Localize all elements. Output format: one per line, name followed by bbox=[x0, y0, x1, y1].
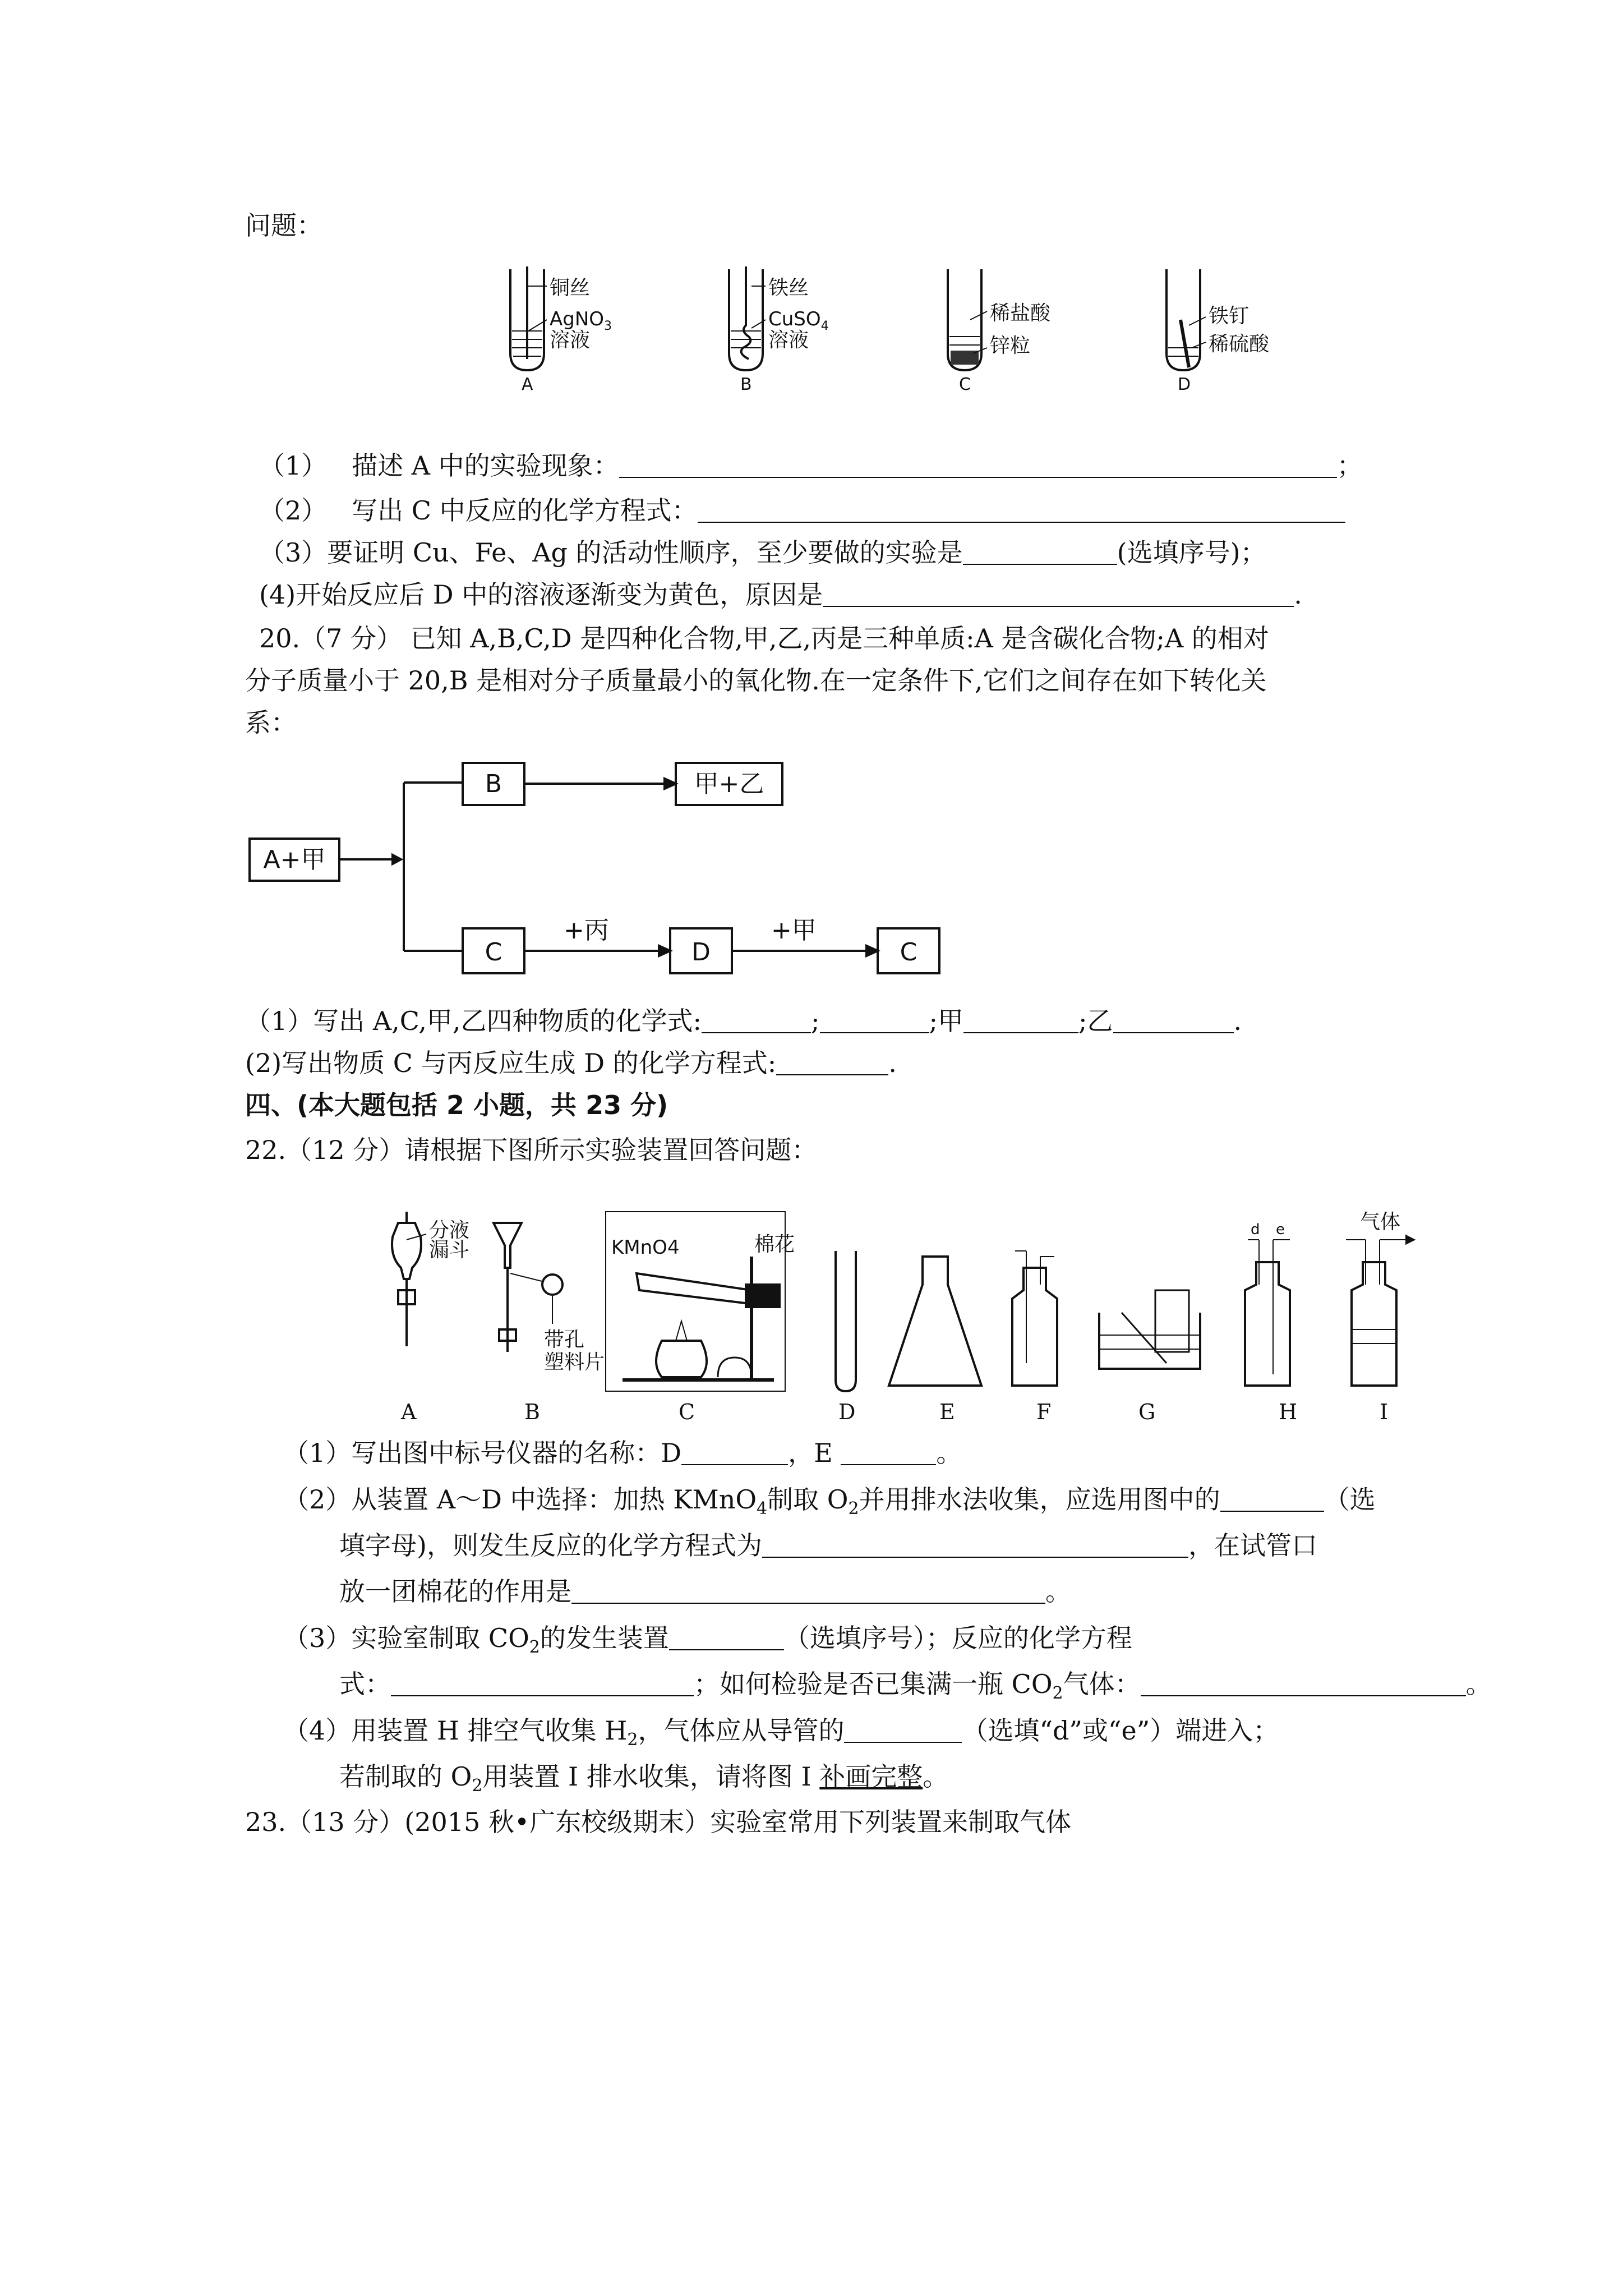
tube-a-label-2: AgNO bbox=[550, 308, 605, 330]
intro-text: 问题： bbox=[245, 210, 322, 241]
q22-blank-tube-end[interactable] bbox=[844, 1716, 962, 1743]
q23-title: 23.（13 分）(2015 秋•广东校级期末）实验室常用下列装置来制取气体 bbox=[245, 1807, 1072, 1837]
label-funnel-2: 漏斗 bbox=[429, 1239, 470, 1262]
q19-part4: (4)开始反应后 D 中的溶液逐渐变为黄色，原因是 . bbox=[259, 579, 1302, 610]
tube-b-label-1: 铁丝 bbox=[768, 277, 809, 300]
q22-blank-e[interactable] bbox=[841, 1438, 936, 1465]
tube-a-letter: A bbox=[522, 375, 533, 393]
flow-b-label: B bbox=[485, 770, 502, 798]
tube-b-label-3: 溶液 bbox=[768, 329, 809, 352]
q19-part3: （3）要证明 Cu、Fe、Ag 的活动性顺序，至少要做的实验是 (选填序号)； bbox=[259, 537, 1266, 568]
apparatus-letter-e: E bbox=[939, 1400, 955, 1424]
label-e: e bbox=[1276, 1221, 1285, 1238]
apparatus-letter-h: H bbox=[1279, 1400, 1298, 1424]
apparatus-f bbox=[1012, 1251, 1057, 1386]
q19-part4-blank[interactable] bbox=[823, 580, 1294, 607]
tube-d-label-2: 稀硫酸 bbox=[1209, 333, 1270, 356]
flow-d-label: D bbox=[691, 938, 711, 967]
label-funnel-1: 分液 bbox=[429, 1219, 470, 1242]
apparatus-letter-c: C bbox=[679, 1400, 695, 1424]
label-gas: 气体 bbox=[1360, 1211, 1401, 1234]
tube-a-label-2-sub: 3 bbox=[604, 319, 612, 333]
q22-part2-line3: 放一团棉花的作用是 。 bbox=[339, 1576, 1071, 1607]
tube-a-label-3: 溶液 bbox=[550, 329, 591, 352]
apparatus-letter-a: A bbox=[401, 1400, 417, 1424]
q22-blank-cotton[interactable] bbox=[571, 1577, 1045, 1604]
apparatus-h bbox=[1245, 1240, 1290, 1386]
tube-c-label-1: 稀盐酸 bbox=[990, 302, 1051, 325]
q22-blank-equation[interactable] bbox=[762, 1531, 1188, 1558]
q20-sub2: (2)写出物质 C 与丙反应生成 D 的化学方程式: . bbox=[245, 1048, 897, 1078]
flow-arrow2-label: +甲 bbox=[771, 916, 817, 945]
q20-flow-diagram bbox=[241, 752, 970, 999]
q22-title: 22.（12 分）请根据下图所示实验装置回答问题： bbox=[245, 1135, 818, 1165]
q22-part1: （1）写出图中标号仪器的名称：D ，E 。 bbox=[283, 1438, 962, 1468]
q22-part4-line1: （4）用装置 H 排空气收集 $H_2$，气体应从导管的 （选填“d”或“e”）端进入； bbox=[283, 1715, 1279, 1750]
tube-b-letter: B bbox=[740, 375, 752, 393]
flow-c-label: C bbox=[485, 938, 502, 967]
flow-top-end-label: 甲+乙 bbox=[694, 770, 764, 798]
apparatus-letter-i: I bbox=[1380, 1400, 1389, 1424]
q22-part4-line2: 若制取的 $O_2$用装置 I 排水收集，请将图 I 补画完整。 bbox=[339, 1761, 949, 1796]
tube-c-label-2: 锌粒 bbox=[990, 334, 1031, 357]
test-tube-figure bbox=[494, 264, 1318, 393]
q20-line2: 分子质量小于 20,B 是相对分子质量最小的氧化物.在一定条件下,它们之间存在如下转化关 bbox=[245, 665, 1267, 696]
q20-blank-jia[interactable] bbox=[963, 1006, 1078, 1033]
q22-blank-co2-test[interactable] bbox=[1141, 1669, 1466, 1696]
q22-blank-d[interactable] bbox=[681, 1438, 788, 1465]
q22-blank-co2-apparatus[interactable] bbox=[669, 1623, 784, 1650]
apparatus-letter-b: B bbox=[524, 1400, 540, 1424]
q20-blank-c[interactable] bbox=[820, 1006, 929, 1033]
q19-part2-blank[interactable] bbox=[698, 496, 1345, 523]
apparatus-d bbox=[836, 1251, 856, 1391]
tube-a-label-1: 铜丝 bbox=[550, 277, 591, 300]
label-cotton: 棉花 bbox=[754, 1233, 795, 1256]
q19-part3-blank[interactable] bbox=[963, 538, 1117, 565]
apparatus-letter-f: F bbox=[1036, 1400, 1052, 1424]
q22-part2-line1: （2）从装置 A～D 中选择：加热 KMnO$_4$制取 $O_2$并用排水法收集，应选用图中的 （选 bbox=[283, 1484, 1376, 1519]
q22-part3-line2: 式： ；如何检验是否已集满一瓶 $CO_2$气体： 。 bbox=[339, 1669, 1492, 1704]
q22-blank-co2-equation[interactable] bbox=[391, 1669, 694, 1696]
apparatus-letter-d: D bbox=[838, 1400, 856, 1424]
q20-line1: 20.（7 分） 已知 A,B,C,D 是四种化合物,甲,乙,丙是三种单质:A 是含碳化合物;A 的相对 bbox=[259, 623, 1269, 654]
section-4-heading: 四、(本大题包括 2 小题，共 23 分) bbox=[245, 1090, 668, 1120]
q19-part1: （1） 描述 A 中的实验现象： ； bbox=[259, 450, 1363, 481]
label-plate-1: 带孔 bbox=[544, 1328, 585, 1351]
label-plate-2: 塑料片 bbox=[544, 1351, 605, 1374]
q20-sub1: （1）写出 A,C,甲,乙四种物质的化学式: ; ;甲 ;乙 . bbox=[245, 1006, 1242, 1036]
label-kmno4: KMnO4 bbox=[611, 1236, 680, 1259]
apparatus-g bbox=[1099, 1290, 1200, 1369]
apparatus-figure bbox=[359, 1206, 1469, 1425]
flow-arrow1-label: +丙 bbox=[564, 916, 609, 945]
q20-blank-yi[interactable] bbox=[1113, 1006, 1234, 1033]
q19-part1-blank[interactable] bbox=[619, 451, 1337, 478]
apparatus-a bbox=[392, 1212, 426, 1346]
flow-end-label: C bbox=[900, 938, 917, 967]
tube-d-letter: D bbox=[1178, 375, 1191, 393]
q20-blank-a[interactable] bbox=[702, 1006, 811, 1033]
q22-part3-line1: （3）实验室制取 $CO_2$的发生装置 （选填序号）；反应的化学方程 bbox=[283, 1623, 1132, 1658]
apparatus-letter-g: G bbox=[1138, 1400, 1156, 1424]
tube-c-letter: C bbox=[959, 375, 971, 393]
tube-d-label-1: 铁钉 bbox=[1209, 305, 1249, 328]
label-d: d bbox=[1251, 1221, 1260, 1238]
tube-b-label-2: CuSO bbox=[768, 308, 821, 330]
apparatus-i bbox=[1346, 1236, 1413, 1386]
q22-blank-apparatus[interactable] bbox=[1220, 1485, 1324, 1512]
tube-b-label-2-sub: 4 bbox=[820, 319, 829, 333]
apparatus-e bbox=[889, 1257, 981, 1386]
q22-part2-line2: 填字母)，则发生反应的化学方程式为 ，在试管口 bbox=[339, 1530, 1317, 1561]
q20-line3: 系： bbox=[245, 707, 297, 738]
flow-start-label: A+甲 bbox=[263, 845, 326, 874]
q20-blank-eq[interactable] bbox=[776, 1048, 888, 1075]
q19-part2: （2） 写出 C 中反应的化学方程式： bbox=[259, 494, 1345, 527]
